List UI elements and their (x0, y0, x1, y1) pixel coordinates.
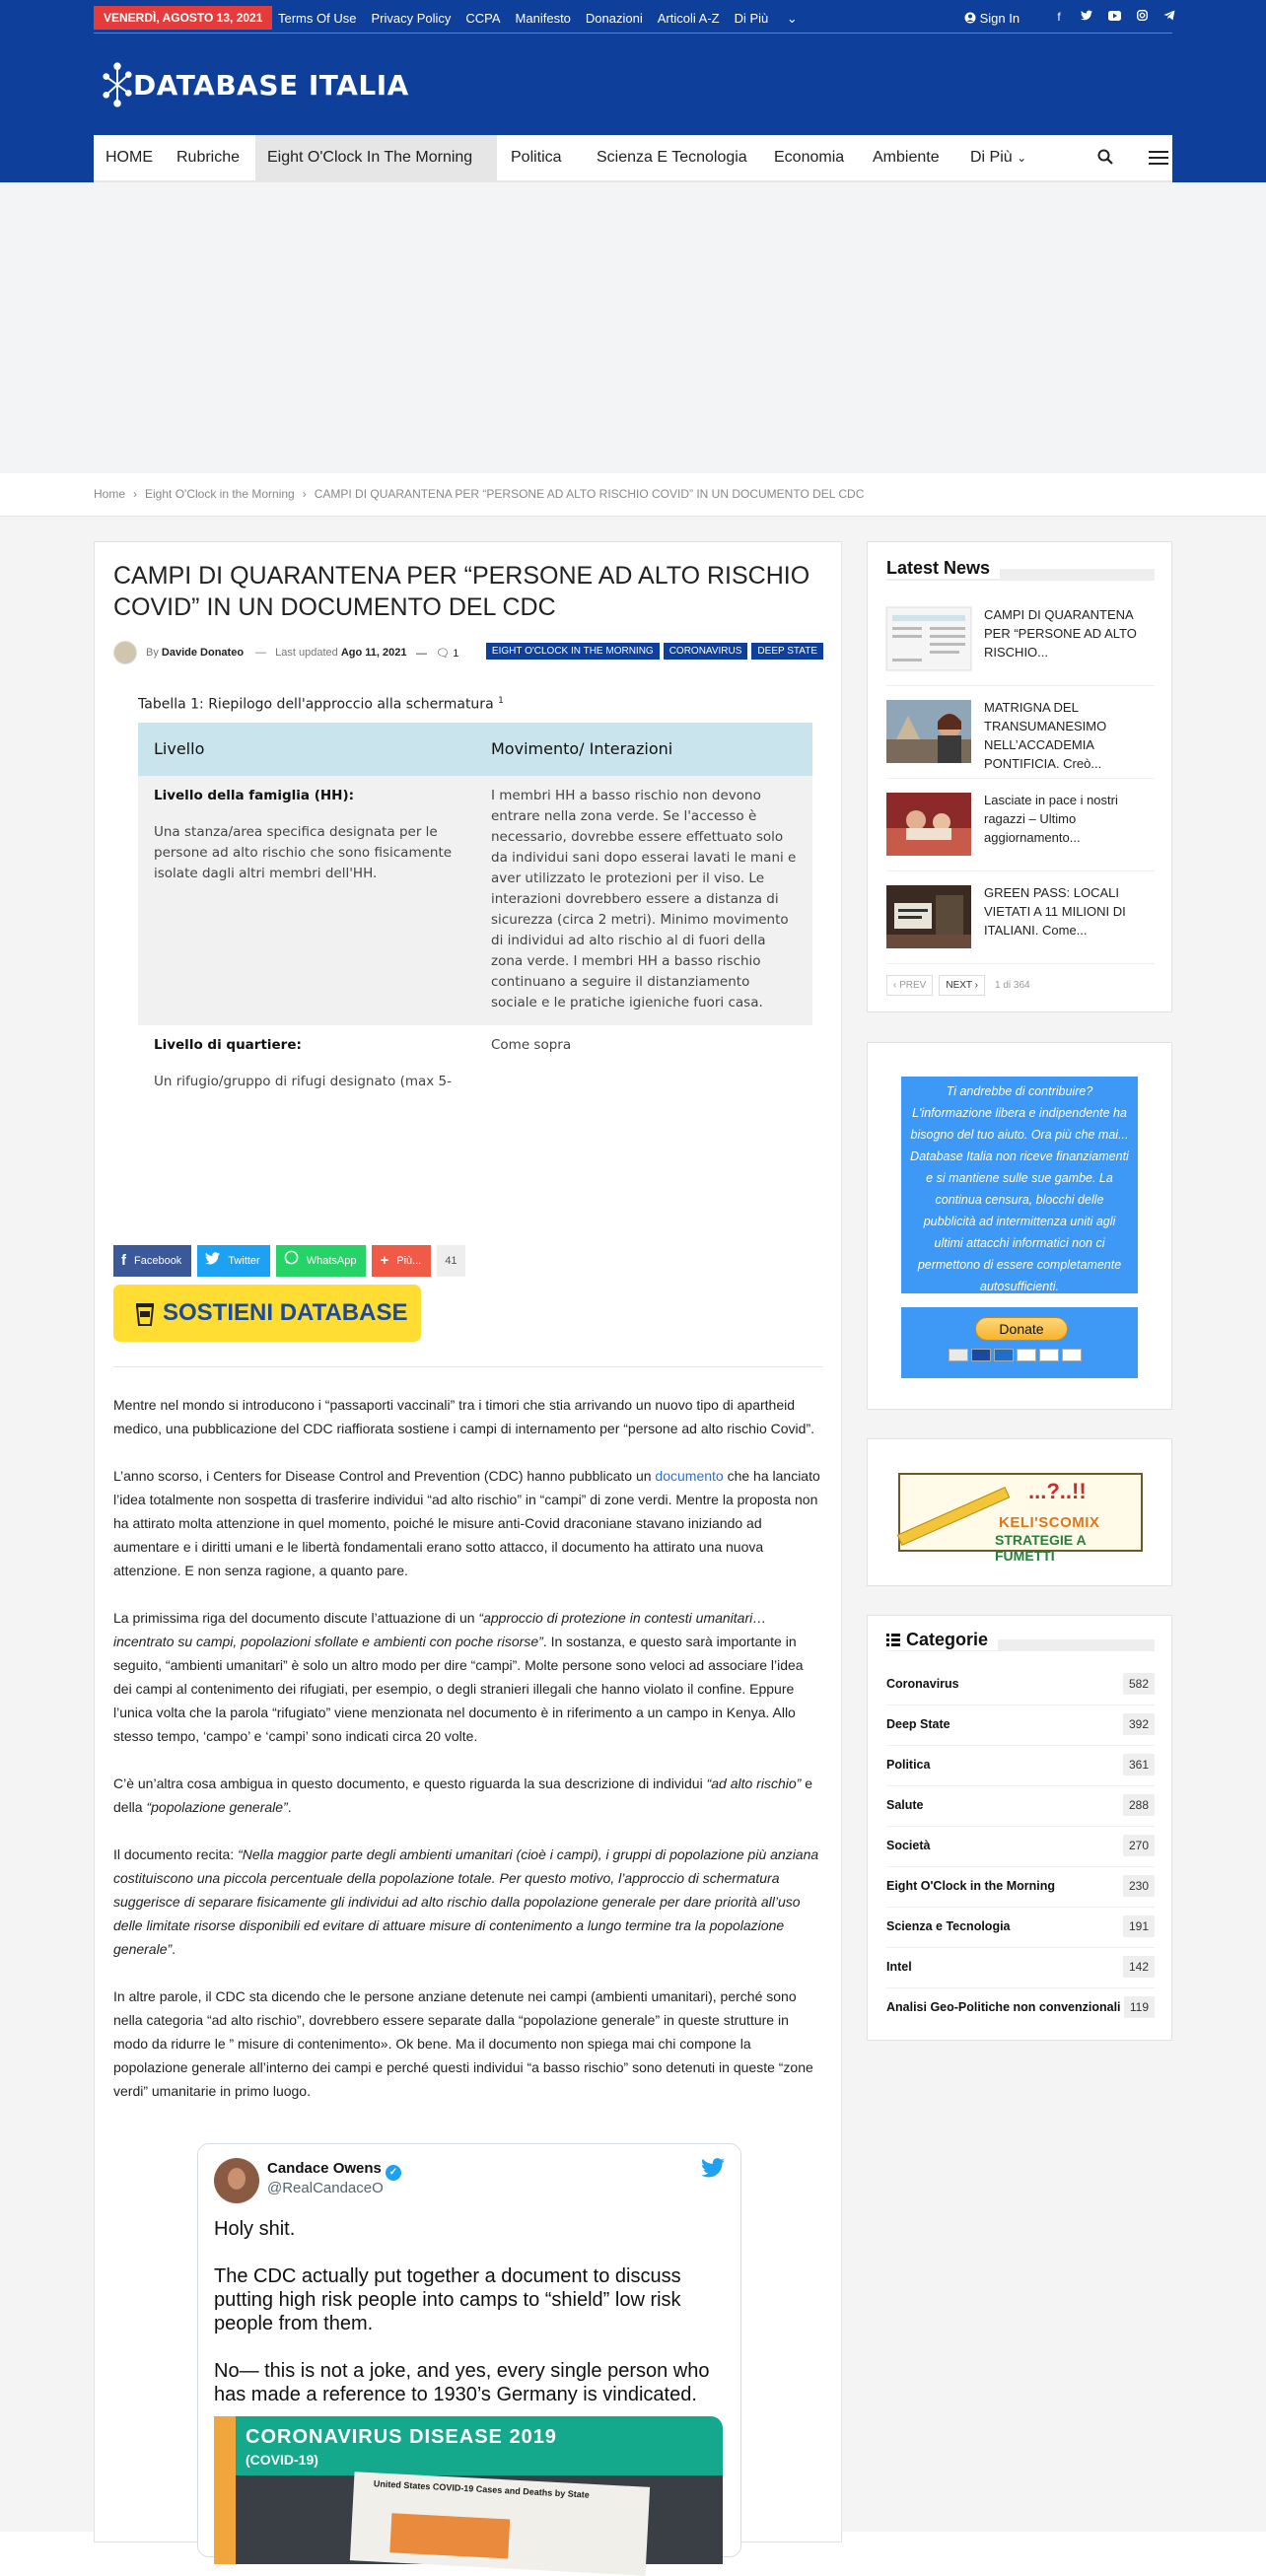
main-navigation (94, 135, 1172, 182)
embedded-tweet[interactable] (197, 2143, 741, 2557)
molecule-logo-icon (102, 59, 133, 110)
row-label: Livello di quartiere: (154, 1036, 302, 1053)
logo-text: DATABASE ITALIA (133, 68, 409, 102)
nav-eight-oclock[interactable] (255, 135, 497, 180)
news-item[interactable] (886, 607, 1155, 686)
comix-line1: KELI'SCOMIX (999, 1514, 1100, 1531)
ccpa-link[interactable]: CCPA (465, 11, 501, 26)
tag-eight-oclock[interactable]: EIGHT O'CLOCK IN THE MORNING (486, 643, 660, 660)
manifesto-link[interactable]: Manifesto (515, 11, 571, 26)
updated-date: Ago 11, 2021 (340, 647, 407, 659)
coffee-cup-icon (135, 1300, 155, 1326)
nav-home[interactable]: HOME (106, 149, 153, 166)
whatsapp-icon (284, 1245, 299, 1277)
row-desc: Una stanza/area specifica designata per le persone ad alto rischio che sono fisicamente isolate dagli altri membri dell'HH. (154, 823, 453, 881)
tweet-image-document: United States COVID-19 Cases and Deaths by State (350, 2472, 650, 2576)
category-item[interactable]: Analisi Geo-Politiche non convenzionali 119 (886, 1988, 1155, 2029)
list-icon (886, 1634, 900, 1646)
facebook-icon[interactable]: f (1057, 10, 1061, 24)
paragraph: C’è un’altra cosa ambigua in questo documento, e questo riguarda la sua descrizione di individui “ad alto rischio” e della “popolazione generale”. (113, 1775, 812, 1815)
sostieni-label: SOSTIENI DATABASE (163, 1299, 408, 1326)
prev-button[interactable]: ‹ PREV (886, 975, 933, 996)
news-thumbnail (886, 885, 971, 948)
comment-icon: 🗨 (436, 648, 451, 660)
nav-scienza[interactable]: Scienza E Tecnologia (597, 149, 747, 166)
breadcrumb-bar (0, 473, 1266, 517)
chevron-right-icon: › (974, 980, 978, 991)
share-count: 41 (437, 1245, 464, 1277)
telegram-icon[interactable] (1156, 10, 1183, 24)
header-movimento: Movimento/ Interazioni (491, 738, 673, 758)
article-title: CAMPI DI QUARANTENA PER “PERSONE AD ALTO RISCHIO COVID” IN UN DOCUMENTO DEL CDC (113, 562, 810, 621)
tweet-image-subtitle: (COVID-19) (246, 2452, 318, 2468)
privacy-link[interactable]: Privacy Policy (371, 11, 452, 26)
topbar (94, 6, 1172, 34)
articoli-link[interactable]: Articoli A-Z (657, 11, 720, 26)
verified-icon: ✓ (386, 2165, 401, 2181)
share-facebook-button[interactable]: f Facebook (113, 1245, 191, 1277)
nav-economia[interactable]: Economia (774, 149, 845, 166)
breadcrumb-home[interactable]: Home (94, 487, 126, 501)
category-item[interactable]: Deep State 392 (886, 1706, 1155, 1746)
category-item[interactable]: Politica 361 (886, 1746, 1155, 1786)
news-title: CAMPI DI QUARANTENA PER “PERSONE AD ALTO RISCHIO... (984, 607, 1137, 660)
topbar-links (278, 11, 827, 27)
youtube-icon[interactable] (1100, 10, 1128, 24)
donate-button[interactable]: Donate (975, 1317, 1068, 1341)
nav-di-piu-label: Di Più (970, 149, 1013, 166)
categories-widget (867, 1615, 1172, 2041)
header-livello: Livello (154, 738, 205, 758)
table-caption: Tabella 1: Riepilogo dell'approccio alla schermatura $^1$ (138, 696, 504, 713)
news-thumbnail (886, 793, 971, 856)
nav-rubriche[interactable]: Rubriche (176, 149, 241, 166)
row-label: Livello della famiglia (HH): (154, 787, 355, 803)
plus-icon: + (380, 1252, 389, 1269)
news-title: MATRIGNA DEL TRANSUMANESIMO NELL’ACCADEMIA PONTIFICIA. Creò... (984, 700, 1107, 771)
twitter-icon (205, 1245, 220, 1277)
categories-title: Categorie (886, 1630, 998, 1650)
news-item[interactable] (886, 885, 1155, 964)
category-item[interactable]: Intel 142 (886, 1948, 1155, 1988)
breadcrumb (94, 487, 864, 501)
donazioni-link[interactable]: Donazioni (585, 11, 643, 26)
chevron-down-icon: ⌄ (786, 11, 798, 26)
updated-meta: — Last updated Ago 11, 2021 (255, 647, 407, 659)
paragraph: Mentre nel mondo si introducono i “passaporti vaccinali” tra i timori che stia arrivando un nuovo tipo di apartheid medico, una pubblicazione del CDC riaffiorata sostiene i campi di internamento per “persone ad alto rischio Covid”. (113, 1397, 814, 1436)
tweet-handle[interactable]: @RealCandaceO (267, 2180, 384, 2196)
divider (113, 1366, 823, 1367)
tweet-image-title: CORONAVIRUS DISEASE 2019 (246, 2426, 557, 2448)
facebook-icon: f (121, 1252, 126, 1269)
breadcrumb-category[interactable]: Eight O'Clock in the Morning (145, 487, 295, 501)
news-pagination (886, 975, 1030, 996)
latest-news-widget (867, 541, 1172, 1012)
ad-placeholder (0, 182, 1266, 473)
category-item[interactable]: Società 270 (886, 1827, 1155, 1867)
share-more-button[interactable]: + Più... (372, 1245, 431, 1277)
twitter-icon[interactable] (701, 2158, 725, 2178)
di-piu-label: Di Più (734, 11, 769, 26)
category-item[interactable]: Eight O'Clock in the Morning 230 (886, 1867, 1155, 1908)
documento-link[interactable]: documento (655, 1468, 724, 1484)
terms-link[interactable]: Terms Of Use (278, 11, 357, 26)
article-body (113, 1393, 823, 2126)
sign-in-label: Sign In (979, 11, 1020, 26)
chevron-down-icon: ⌄ (1017, 151, 1027, 165)
nav-eight-oclock-label: Eight O'Clock In The Morning (267, 149, 473, 166)
tweet-avatar[interactable] (214, 2158, 259, 2203)
news-title: GREEN PASS: LOCALI VIETATI A 11 MILIONI DI ITALIANI. Come... (984, 885, 1126, 938)
post-meta (113, 641, 823, 664)
news-title: Lasciate in pace i nostri ragazzi – Ultimo aggiornamento... (984, 793, 1118, 845)
comix-line2: STRATEGIE A FUMETTI (995, 1532, 1087, 1564)
sign-in-link[interactable] (964, 11, 1020, 26)
donate-widget (867, 1042, 1172, 1410)
table-row (138, 776, 812, 1025)
table-header (138, 723, 812, 776)
paragraph: La primissima riga del documento discute l’attuazione di un “approccio di protezione in contesti umanitari… incentrato su campi, popolazioni sfollate e ambienti con poche risorse”. In sostanza, e questo sarà importante in seguito, “ambienti umanitari” è solo un altro modo per dire “campi”. Molte persone sono veloci ad associare l’idea dei campi al contenimento dei rifugiati, per esempio, o degli stranieri illegali che hanno violato il confine. Eppure l’unica volta che la parola “rifugiato” viene menzionata nel documento è in riferimento a un campo in Kenya. Allo stesso tempo, ‘campo’ e ‘campi’ sono indicati circa 20 volte. (113, 1610, 804, 1744)
sostieni-button[interactable] (113, 1285, 421, 1342)
next-button[interactable]: NEXT › (939, 975, 985, 996)
pencil-icon (897, 1487, 1011, 1546)
site-logo[interactable] (102, 59, 409, 110)
comix-bubble: ...?..!! (1028, 1479, 1087, 1503)
nav-politica[interactable]: Politica (511, 149, 562, 166)
author-avatar[interactable] (113, 641, 137, 664)
chevron-right-icon: › (302, 487, 307, 501)
comix-banner[interactable] (898, 1473, 1143, 1564)
news-thumbnail (886, 607, 971, 670)
news-item[interactable] (886, 793, 1155, 871)
comments-number: 1 (453, 648, 459, 660)
date-badge: VENERDÌ, AGOSTO 13, 2021 (94, 6, 272, 30)
share-bar (113, 1245, 465, 1277)
tweet-text: Holy shit. The CDC actually put together a document to discuss putting high risk people into camps to “shield” low risk people from them. No— this is not a joke, and yes, every single person who has made a reference to 1930’s Germany is vindicated. (214, 2218, 710, 2405)
share-twitter-button[interactable]: Twitter (197, 1245, 269, 1277)
row-movement: I membri HH a basso rischio non devono entrare nella zona verde. Se l'accesso è necessario, dovrebbe essere effettuato solo da individui sani dopo esserai lavati le mani e aver utilizzato le protezioni per il viso. Le interazioni dovrebbero essere a distanza di sicurezza (circa 2 metri). Minimo movimento di individui ad alto rischio al di fuori della zona verde. I membri HH a basso rischio continuano a seguire il distanziamento sociale e le pratiche igieniche fuori casa. (491, 787, 797, 1010)
article (94, 541, 842, 2542)
donate-text: Ti andrebbe di contribuire? L'informazione libera e indipendente ha bisogno del tuo aiuto. Ora più che mai... Database Italia non riceve finanziamenti e si mantiene sulle sue gambe. La continua censura, blocchi delle pubblicità ad intermittenza uniti agli ultimi attacchi informatici non ci permettono di essere completamente autosufficienti. (901, 1077, 1138, 1293)
nav-ambiente[interactable]: Ambiente (873, 149, 940, 166)
category-item[interactable]: Salute 288 (886, 1786, 1155, 1827)
category-item[interactable]: Coronavirus 582 (886, 1665, 1155, 1706)
latest-news-title: Latest News (886, 558, 1000, 579)
comix-widget (867, 1438, 1172, 1586)
paragraph: Il documento recita: “Nella maggior parte degli ambienti umanitari (cioè i campi), i gruppi di popolazione più anziana costituiscono una piccola percentuale della popolazione totale. Per questo motivo, l’approccio di schermatura suggerisce di separare fisicamente gli individui ad alto rischio dalla popolazione generale per dare priorità all’uso delle limitate risorse disponibili ed evitare di attuare misure di contenimento a lungo termine tra la popolazione generale”. (113, 1846, 819, 1957)
tweet-author[interactable]: Candace Owens ✓ (267, 2160, 401, 2181)
paypal-donate (901, 1307, 1138, 1378)
article-table-image (138, 696, 812, 1104)
nav-di-piu[interactable] (958, 135, 1038, 180)
instagram-icon[interactable] (1128, 10, 1156, 24)
hamburger-menu-icon[interactable] (1149, 151, 1168, 169)
twitter-icon[interactable] (1073, 10, 1100, 24)
news-thumbnail (886, 700, 971, 763)
search-icon[interactable] (1097, 149, 1113, 165)
row-movement: Come sopra (491, 1036, 572, 1053)
di-piu-menu[interactable] (735, 11, 812, 27)
updated-label: Last updated (275, 647, 338, 659)
chevron-left-icon: ‹ (893, 980, 897, 991)
page-count: 1 di 364 (994, 980, 1030, 991)
payment-cards-icon (949, 1349, 1082, 1361)
paragraph: L’anno scorso, i Centers for Disease Control and Prevention (CDC) hanno pubblicato un documento che ha lanciato l’idea totalmente non sospetta di trasferire individui “ad alto rischio” in “campi” di zone verdi. Mentre la proposta non ha attirato molta attenzione in quel momento, poiché le misure anti-Covid draconiane stavano iniziando ad aumentare e i diritti umani e le libertà fondamentali erano sotto attacco, il documento ha attirato una nuova attenzione. E non senza ragione, a quanto pare. (113, 1468, 820, 1578)
comments-count[interactable]: — 🗨 1 (416, 648, 459, 660)
share-whatsapp-button[interactable]: WhatsApp (276, 1245, 367, 1277)
paragraph: In altre parole, il CDC sta dicendo che le persone anziane detenute nei campi (ambienti umanitari), perché sono nella categoria “ad alto rischio”, dovrebbero essere separate dalla “popolazione generale” in queste strutture in modo da ridurre le ” misure di contenimento». Ok bene. Ma il documento non spiega mai chi compone la popolazione generale all’interno dei campi e perché questi individui “a basso rischio” sono detenuti in queste “zone verdi” umanitarie in primo luogo. (113, 1988, 813, 2099)
breadcrumb-current: CAMPI DI QUARANTENA PER “PERSONE AD ALTO RISCHIO COVID” IN UN DOCUMENTO DEL CDC (314, 487, 865, 501)
row-desc: Un rifugio/gruppo di rifugi designato (max 5- (154, 1073, 452, 1089)
author-name[interactable]: Davide Donateo (161, 647, 245, 659)
user-icon (964, 12, 976, 24)
social-links (1045, 10, 1183, 24)
tag-coronavirus[interactable]: CORONAVIRUS (664, 643, 748, 660)
tweet-image[interactable] (214, 2416, 723, 2564)
table-row (138, 1025, 812, 1104)
category-item[interactable]: Scienza e Tecnologia 191 (886, 1908, 1155, 1948)
tag-deep-state[interactable]: DEEP STATE (751, 643, 823, 660)
tag-list (486, 643, 823, 660)
by-label: By (146, 647, 159, 659)
chevron-right-icon: › (133, 487, 138, 501)
author-byline (146, 647, 244, 659)
news-item[interactable] (886, 700, 1155, 779)
